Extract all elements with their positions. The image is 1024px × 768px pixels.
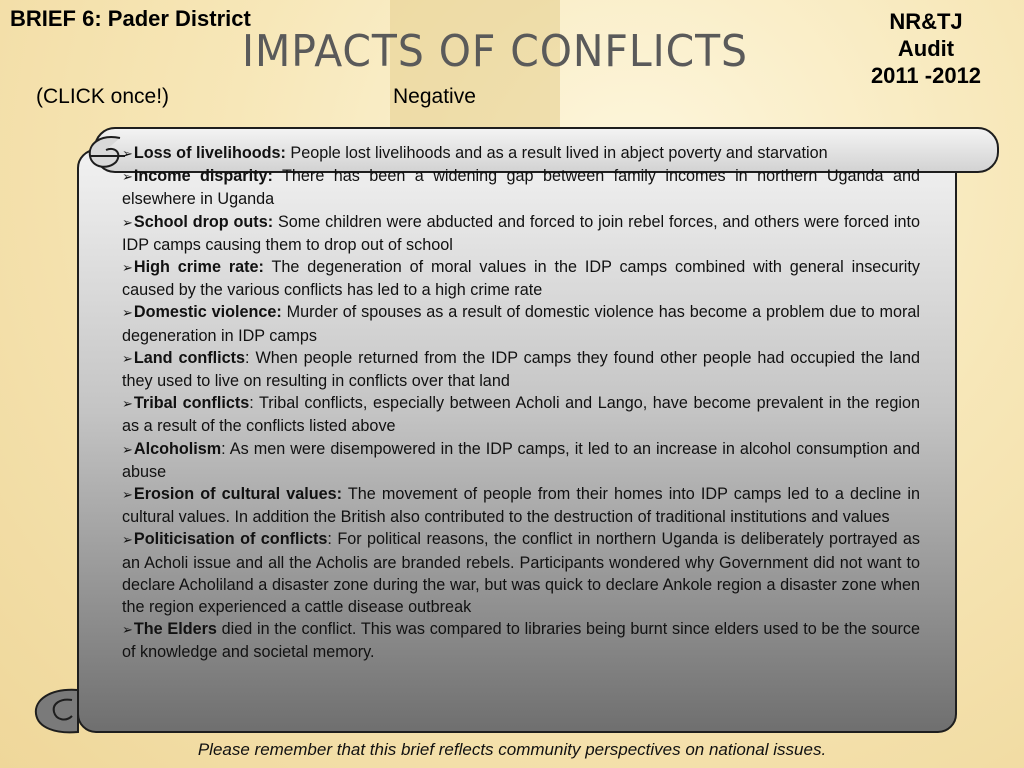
item-text: There has been a widening gap between family incomes in northern Uganda and elsewhere in Uganda	[122, 167, 920, 209]
item-text: died in the conflict. This was compared to libraries being burnt since elders used to be the source of knowledge and societal memory.	[122, 620, 920, 662]
page-title: IMPACTS OF CONFLICTS	[242, 26, 748, 77]
item-term: Politicisation of conflicts	[133, 530, 328, 549]
section-subheading: Negative	[393, 85, 476, 108]
bullet-arrow-icon: ➢	[122, 396, 133, 412]
list-item	[122, 528, 920, 618]
impacts-list	[122, 142, 920, 664]
scroll-top-curl	[90, 137, 120, 167]
bullet-arrow-icon: ➢	[122, 487, 133, 503]
footer-disclaimer: Please remember that this brief reflects community perspectives on national issues.	[197, 740, 827, 759]
list-item	[122, 301, 920, 346]
bullet-arrow-icon: ➢	[122, 622, 133, 638]
item-text: : Tribal conflicts, especially between Acholi and Lango, have become prevalent in the region as a result of the conflicts listed above	[122, 394, 920, 436]
item-text: People lost livelihoods and as a result lived in abject poverty and starvation	[285, 144, 828, 162]
item-term: School drop outs:	[133, 212, 274, 231]
bullet-arrow-icon: ➢	[122, 532, 133, 548]
bullet-arrow-icon: ➢	[122, 305, 133, 321]
item-term: The Elders	[133, 620, 217, 639]
list-item	[122, 438, 920, 483]
item-term: Tribal conflicts	[133, 394, 250, 413]
item-term: High crime rate:	[133, 258, 264, 277]
bullet-arrow-icon: ➢	[122, 441, 133, 457]
item-term: Land conflicts	[133, 348, 246, 367]
bullet-arrow-icon: ➢	[122, 350, 133, 366]
audit-line-type: Audit	[897, 36, 955, 61]
item-text: The movement of people from their homes into IDP camps led to a decline in cultural values. In addition the British also contributed to the destruction of traditional institutions and values	[122, 485, 920, 527]
list-item	[122, 618, 920, 663]
item-text: Some children were abducted and forced to join rebel forces, and others were forced into IDP camps causing them to drop out of school	[122, 212, 921, 254]
item-term: Alcoholism	[133, 439, 222, 458]
audit-line-org: NR&TJ	[889, 9, 963, 34]
list-item	[122, 347, 920, 392]
click-note[interactable]: (CLICK once!)	[36, 85, 170, 108]
scroll-bottom-roll	[36, 690, 78, 733]
item-text: : For political reasons, the conflict in northern Uganda is deliberately portrayed as an Acholi issue and all the Acholis are branded rebels. Participants wondered why Government did not want to declare Acholiland a disaster zone during the war, but was quick to declare Ankole region a disaster zone when the region experienced a cattle disease outbreak	[122, 530, 920, 617]
bullet-arrow-icon: ➢	[122, 214, 133, 230]
list-item	[122, 483, 920, 528]
item-text: Murder of spouses as a result of domestic violence has become a problem due to moral degeneration in IDP camps	[122, 303, 921, 345]
bullet-arrow-icon: ➢	[122, 260, 133, 276]
brief-label: BRIEF 6: Pader District	[10, 6, 251, 31]
bullet-arrow-icon: ➢	[122, 169, 133, 185]
item-text: The degeneration of moral values in the IDP camps combined with general insecurity caused by the various conflicts has led to a high crime rate	[122, 258, 920, 300]
list-item	[122, 256, 920, 301]
item-term: Loss of livelihoods:	[133, 144, 286, 162]
item-text: : As men were disempowered in the IDP camps, it led to an increase in alcohol consumption and abuse	[122, 439, 920, 481]
list-item	[122, 211, 920, 256]
item-term: Income disparity:	[133, 167, 273, 186]
list-item	[122, 165, 920, 210]
list-item	[122, 142, 920, 165]
item-term: Domestic violence:	[133, 303, 282, 322]
list-item	[122, 392, 920, 437]
audit-line-years: 2011 -2012	[870, 63, 982, 88]
item-term: Erosion of cultural values:	[133, 485, 343, 504]
item-text: : When people returned from the IDP camps they found other people had occupied the land they used to live on resulting in conflicts over that land	[122, 348, 920, 391]
bullet-arrow-icon: ➢	[122, 146, 133, 161]
